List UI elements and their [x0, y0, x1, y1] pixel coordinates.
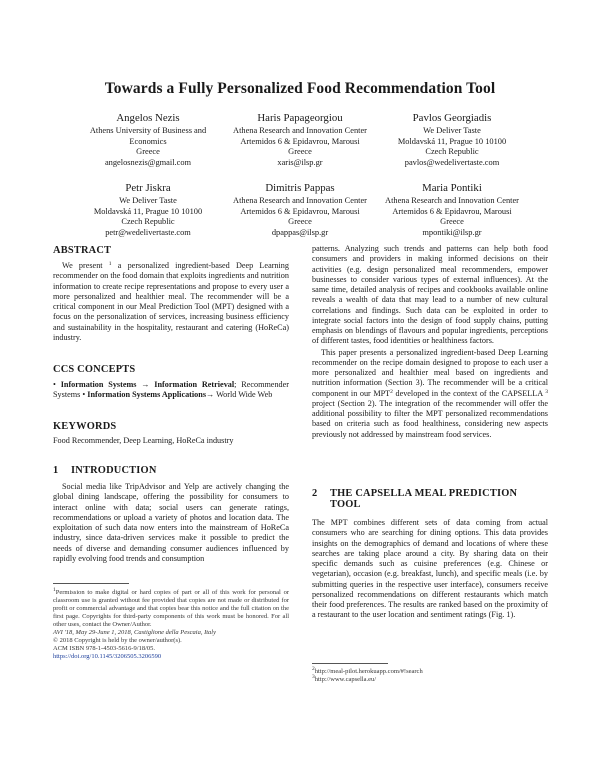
keywords-heading: KEYWORDS	[53, 421, 117, 432]
footnote-divider	[312, 663, 388, 664]
footnote-mark: 3	[312, 674, 315, 680]
abstract-body: a personalized ingredient-based Deep Learning recommender on the food domain that exploits ingredients and nutrition information to create recipe representations and propose to every user a more personalized and healthier meal. The recommender will be a critical component in our Meal Prediction Tool (MPT) designed with a focus on the personalization of services, increasing business efficiency and sustainability in the hospitality, restaurant and catering (HoReCa) industry.	[53, 261, 289, 342]
author-affiliation: Athena Research and Innovation Center	[233, 196, 367, 205]
footnote-ref: 2	[390, 388, 393, 395]
footnotes-urls	[312, 668, 548, 684]
ccs-item-primary-rest: ; Recommender Systems	[53, 380, 289, 400]
author-affiliation: We Deliver Taste	[119, 196, 177, 205]
footnote-url-text[interactable]: http://www.capsella.eu/	[314, 676, 377, 683]
author-block	[357, 182, 547, 238]
author-name: Haris Papageorgiou	[257, 112, 343, 124]
section-number: 2	[312, 488, 318, 499]
doi-link[interactable]: https://doi.org/10.1145/3206505.3206590	[53, 653, 162, 660]
introduction-continuation	[312, 244, 548, 440]
author-country: Czech Republic	[425, 147, 479, 157]
introduction-text-2c: project (Section 2). The integration of the recommender will offer the additional possibility to filter the MPT personalized recommendations based on criteria such as food healthiness, considering new aspects previously not addressed by mainstream food services.	[312, 398, 548, 439]
author-email: angelosnezis@gmail.com	[104, 157, 192, 167]
author-name: Maria Pontiki	[422, 182, 482, 194]
introduction-paragraph-2	[312, 348, 548, 440]
introduction-text-2a: This paper presents a personalized ingredient-based Deep Learning recommender on the recipe domain designed to propose to each user a more personalized and healthier meal based on ingredients and nutrition information (Section 3). The recommender will be a critical component in our MPT	[312, 347, 548, 398]
section-number: 1	[53, 465, 59, 476]
section-title: INTRODUCTION	[71, 465, 157, 476]
introduction-text-cont: patterns. Analyzing such trends and patterns can help both food consumers and providers in making informed decisions on their activities (e.g. design personalized meal recommenders, empower businesses to consider various types of external influences). At the same time, detailed analysis of recipes and cookbooks available online reveals a wealth of data that may lead to a number of new cultural correlations and findings. Such data can be exploited in order to integrate social factors into the design of food supply chains, putting emphasis on blendings of flavours and popular ingredients, perceptions of different tastes, food identities or healthiness factors.	[312, 244, 548, 346]
capsella-text: The MPT combines different sets of data coming from actual consumers who are searching for dining options. This data provides insights on the demographics of demand and locations of where these searches are taking place around a city. By sharing data on their specific demands such as cuisine preferences (e.g. Chinese or vegetarian), occasion (e.g. breakfast, lunch), and specific meals (i.e. by submitting queries in the respective user interface), consumers receive personalized recommendations on different restaurants which match their food preferences. The results are ranked based on the proximity of a restaurant to the user location and sentiment ratings (Fig. 1).	[312, 518, 548, 620]
author-address: Moldavská 11, Prague 10 10100	[397, 136, 507, 146]
author-block	[357, 112, 547, 168]
abstract-heading: ABSTRACT	[53, 245, 112, 256]
author-email: mpontiki@ilsp.gr	[422, 227, 482, 237]
author-name: Dimitris Pappas	[265, 182, 335, 194]
author-country: Greece	[288, 217, 312, 227]
author-affiliation: Athena Research and Innovation Center	[233, 126, 367, 135]
permission-text: Permission to make digital or hard copies of part or all of this work for personal or classroom use is granted without fee provided that copies are not made or distributed for profit or commercial advantage and that copies bear this notice and the full citation on the first page. Copyrights for third-party components of this work must be honored. For all other uses, contact the Owner/Author.	[53, 589, 289, 628]
footnote-permission	[53, 589, 289, 661]
keywords-text: Food Recommender, Deep Learning, HoReCa industry	[53, 436, 234, 445]
author-address: Moldavská 11, Prague 10 10100	[93, 206, 203, 216]
author-email: dpappas@ilsp.gr	[271, 227, 329, 237]
section-heading-capsella	[312, 488, 548, 510]
introduction-text-2b: developed in the context of the CAPSELLA	[392, 388, 543, 398]
footnote-mark: 1	[53, 587, 56, 593]
abstract-lead: We present	[62, 261, 103, 270]
ccs-item-primary: Information Systems → Information Retrieval	[60, 380, 235, 389]
author-email: pavlos@wedelivertaste.com	[404, 157, 500, 167]
author-affiliation: We Deliver Taste	[423, 126, 481, 135]
author-country: Czech Republic	[121, 217, 175, 227]
ccs-heading: CCS CONCEPTS	[53, 364, 136, 375]
footnote-url	[312, 676, 548, 684]
author-name: Angelos Nezis	[116, 112, 180, 124]
author-name: Pavlos Georgiadis	[412, 112, 492, 124]
footnote-mark: 2	[312, 666, 315, 672]
ccs-bullet: •	[53, 380, 56, 389]
author-address: Artemidos 6 & Epidavrou, Marousi	[240, 136, 360, 146]
footnote-url-text[interactable]: http://meal-pilot.herokuapp.com/#!search	[314, 668, 423, 675]
ccs-bullet: •	[82, 390, 86, 400]
paper-title: Towards a Fully Personalized Food Recommendation Tool	[104, 80, 496, 97]
ccs-text	[53, 380, 289, 401]
copyright-text: © 2018 Copyright is held by the owner/author(s).	[53, 637, 182, 644]
author-affiliation: Economics	[129, 136, 167, 146]
author-country: Greece	[288, 147, 312, 157]
author-address: Artemidos 6 & Epidavrou, Marousi	[392, 206, 512, 216]
capsella-paragraph	[312, 518, 548, 621]
abstract-text	[53, 261, 289, 343]
author-name: Petr Jiskra	[125, 182, 171, 194]
author-country: Greece	[440, 217, 464, 227]
introduction-text: Social media like TripAdvisor and Yelp are actively changing the global dining landscape, offering the possibility for consumers to interact online with data; social users can generate ratings, recommendations or upload a variety of photos and location data. The exploitation of such data now enters into the mainstream of HoReCa industry, since data-driven services make it possible to predict the needs of diverse and demanding consumer audiences influenced by rapidly evolving food trends and consumption	[53, 482, 289, 563]
author-country: Greece	[136, 147, 160, 157]
author-affiliation: Athens University of Business and	[89, 126, 207, 135]
author-email: xaris@ilsp.gr	[277, 157, 323, 167]
ccs-item-secondary-rest: World Wide Web	[214, 390, 273, 400]
introduction-paragraph	[53, 482, 289, 564]
footnote-ref: 3	[545, 388, 549, 395]
isbn-text: ACM ISBN 978-1-4503-5616-9/18/05.	[53, 645, 156, 652]
venue-text: AVI '18, May 29-June 1, 2018, Castiglione della Pescaia, Italy	[53, 629, 216, 636]
author-affiliation: Athena Research and Innovation Center	[385, 196, 519, 205]
section-heading-introduction	[53, 465, 157, 476]
footnote-ref: 1	[108, 261, 112, 267]
author-email: petr@wedelivertaste.com	[105, 227, 191, 237]
section-title-line2: TOOL	[330, 499, 361, 510]
footnote-divider	[53, 583, 129, 584]
author-address: Artemidos 6 & Epidavrou, Marousi	[240, 206, 360, 216]
section-title: THE CAPSELLA MEAL PREDICTION	[330, 488, 518, 499]
ccs-item-secondary: Information Systems Applications→	[87, 390, 215, 400]
footnote-url	[312, 668, 548, 676]
